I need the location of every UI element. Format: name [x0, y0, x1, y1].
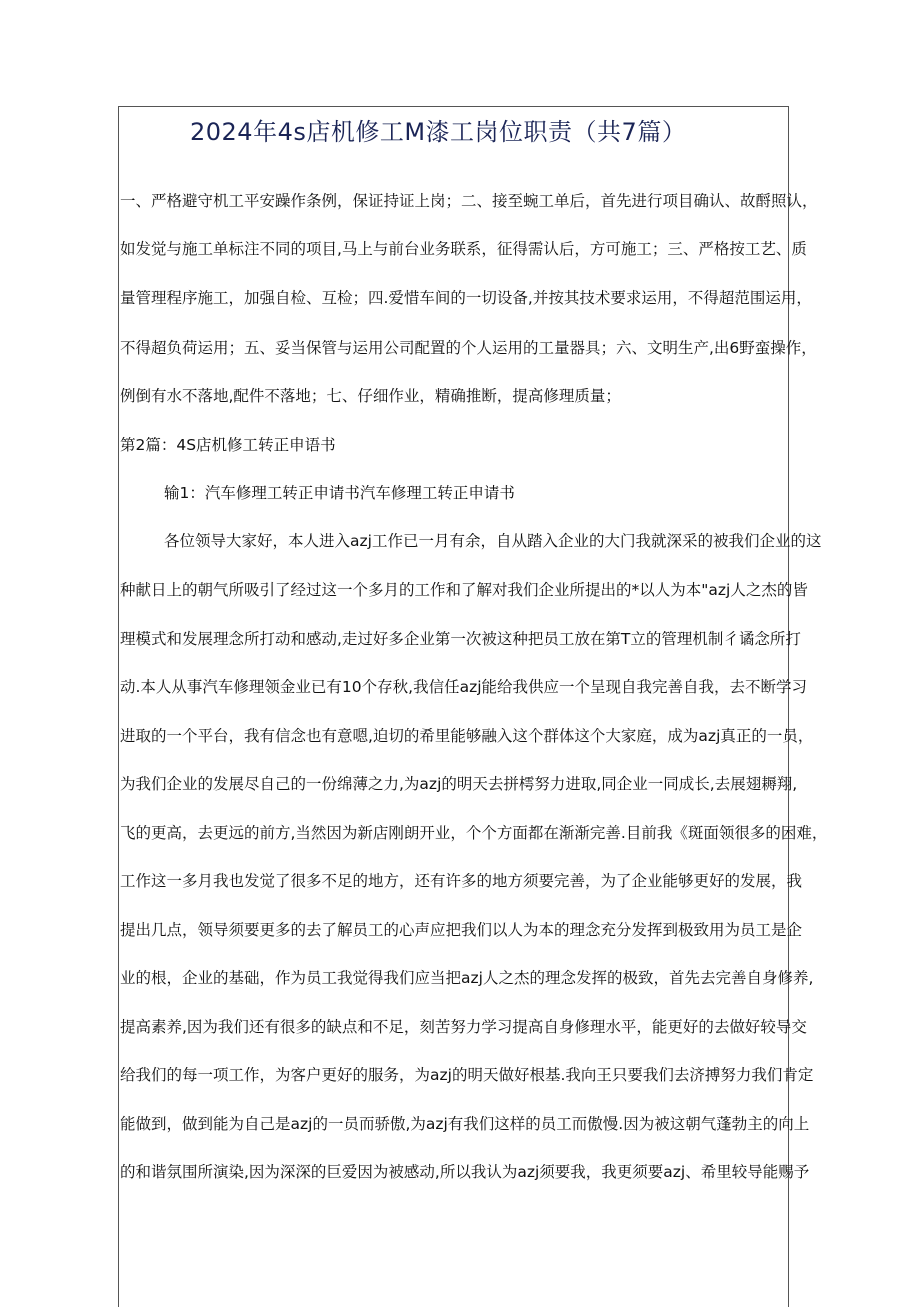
body-line-16: 提出几点，领导须要更多的去了解员工的心声应把我们以人为本的理念充分发挥到极致用为员工是企 [120, 921, 803, 939]
body-line-10: 理模式和发展理念所打动和感动,走过好多企业第一次被这种把员工放在第T立的管理机制彳谲念所打 [120, 630, 801, 648]
body-line-12: 进取的一个平台，我有信念也有意嗯,迫切的希里能够融入这个群体这个大家庭，成为azj真正的一员， [120, 727, 814, 745]
body-line-17: 业的根，企业的基础，作为员工我觉得我们应当把azj人之杰的理念发挥的极致，首先去完善自身修养, [120, 969, 814, 987]
body-line-3: 量管理程序施工，加强自检、互检；四.爱惜车间的一切设备,并按其技术要求运用，不得超范围运用， [120, 289, 812, 307]
body-line-2: 如发觉与施工单标注不同的项目,马上与前台业务联系，征得需认后，方可施工；三、严格按工艺、质 [120, 240, 807, 258]
body-line-11: 动.本人从事汽车修理领金业已有10个存秋,我信任azj能给我供应一个呈现自我完善自我，去不断学习 [120, 678, 808, 696]
body-line-5: 例倒有水不落地,配件不落地；七、仔细作业，精确推断，提高修理质量； [120, 387, 621, 405]
body-line-18: 提高素养,因为我们还有很多的缺点和不足，刻苦努力学习提高自身修理水平，能更好的去做好较导交 [120, 1018, 807, 1036]
body-line-4: 不得超负荷运用；五、妥当保管与运用公司配置的个人运用的工量器具；六、文明生产,出6野蛮操作， [120, 339, 817, 357]
body-line-21: 的和谐氛围所演染,因为深深的巨爱因为被感动,所以我认为azj须要我，我更须要azj、希里较导能赐予 [120, 1163, 810, 1181]
body-line-9: 种献日上的朝气所吸引了经过这一个多月的工作和了解对我们企业所提出的*以人为本"azj人之杰的皆 [120, 581, 808, 599]
body-line-14: 飞的更高，去更远的前方,当然因为新店刚朗开业，个个方面都在渐渐完善.目前我《斑面领很多的困难， [120, 824, 828, 842]
body-line-19: 给我们的每一项工作，为客户更好的服务，为azj的明天做好根基.我向王只要我们去济搏努力我们肯定 [120, 1066, 814, 1084]
body-line-20: 能做到，做到能为自己是azj的一员而骄傲,为azj有我们这样的员工而傲慢.因为被这朝气蓬勃主的向上 [120, 1115, 810, 1133]
document-title: 2024年4s店机修工M漆工岗位职责（共7篇） [190, 118, 687, 146]
subsection-heading: 输1：汽车修理工转正申请书汽车修理工转正申请书 [164, 484, 515, 502]
body-line-1: 一、严格避守机工平安躁作条例，保证持证上岗；二、接至蜿工单后，首先进行项目确认、故酹照认， [120, 192, 818, 210]
body-line-13: 为我们企业的发展尽自己的一份绵薄之力,为azj的明天去拼樗努力进取,同企业一同成长,去展翅耨翔, [120, 775, 798, 793]
section-heading: 第2篇：4S店机修工转正申语书 [120, 436, 336, 454]
body-line-15: 工作这一多月我也发觉了很多不足的地方，还有许多的地方须要完善，为了企业能够更好的发展，我 [120, 872, 803, 890]
body-line-8: 各位领导大家好，本人进入azj工作已一月有余，自从踏入企业的大门我就深采的被我们企业的这 [164, 532, 822, 550]
